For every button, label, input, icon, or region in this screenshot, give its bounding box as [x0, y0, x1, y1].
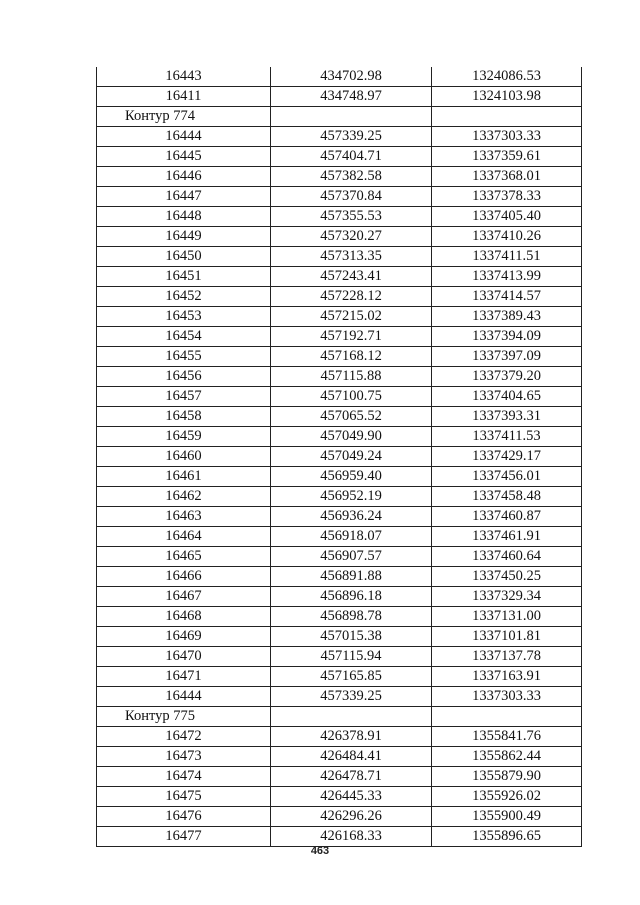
y-coordinate-cell: 1337368.01	[432, 167, 582, 187]
x-coordinate-cell: 426445.33	[271, 787, 432, 807]
point-id-cell: 16453	[97, 307, 271, 327]
table-row	[97, 587, 582, 607]
x-coordinate-cell: 426478.71	[271, 767, 432, 787]
x-coordinate-cell: 457192.71	[271, 327, 432, 347]
x-coordinate-cell: 457115.94	[271, 647, 432, 667]
y-coordinate-cell: 1337303.33	[432, 687, 582, 707]
y-coordinate-cell: 1337389.43	[432, 307, 582, 327]
contour-header-row	[97, 707, 582, 727]
x-coordinate-cell: 457339.25	[271, 127, 432, 147]
x-coordinate-cell: 457049.90	[271, 427, 432, 447]
x-coordinate-cell: 426296.26	[271, 807, 432, 827]
x-coordinate-cell: 457404.71	[271, 147, 432, 167]
y-coordinate-cell: 1337393.31	[432, 407, 582, 427]
point-id-cell: 16450	[97, 247, 271, 267]
table-row	[97, 427, 582, 447]
point-id-cell: 16470	[97, 647, 271, 667]
x-coordinate-cell: 457165.85	[271, 667, 432, 687]
table-row	[97, 307, 582, 327]
point-id-cell: 16445	[97, 147, 271, 167]
table-row	[97, 747, 582, 767]
y-coordinate-cell: 1337411.53	[432, 427, 582, 447]
point-id-cell: 16444	[97, 687, 271, 707]
empty-cell	[432, 107, 582, 127]
table-row	[97, 787, 582, 807]
y-coordinate-cell: 1337379.20	[432, 367, 582, 387]
point-id-cell: 16449	[97, 227, 271, 247]
x-coordinate-cell: 457339.25	[271, 687, 432, 707]
x-coordinate-cell: 457065.52	[271, 407, 432, 427]
table-row	[97, 327, 582, 347]
table-row	[97, 127, 582, 147]
y-coordinate-cell: 1337429.17	[432, 447, 582, 467]
x-coordinate-cell: 457015.38	[271, 627, 432, 647]
point-id-cell: 16451	[97, 267, 271, 287]
x-coordinate-cell: 456896.18	[271, 587, 432, 607]
y-coordinate-cell: 1355900.49	[432, 807, 582, 827]
table-row	[97, 227, 582, 247]
x-coordinate-cell: 457115.88	[271, 367, 432, 387]
point-id-cell: 16467	[97, 587, 271, 607]
point-id-cell: 16468	[97, 607, 271, 627]
y-coordinate-cell: 1337450.25	[432, 567, 582, 587]
table-row	[97, 567, 582, 587]
table-row	[97, 687, 582, 707]
y-coordinate-cell: 1337413.99	[432, 267, 582, 287]
point-id-cell: 16462	[97, 487, 271, 507]
x-coordinate-cell: 456898.78	[271, 607, 432, 627]
table-row	[97, 527, 582, 547]
point-id-cell: 16471	[97, 667, 271, 687]
x-coordinate-cell: 457168.12	[271, 347, 432, 367]
point-id-cell: 16472	[97, 727, 271, 747]
contour-label: Контур 774	[97, 107, 271, 127]
empty-cell	[271, 707, 432, 727]
y-coordinate-cell: 1355926.02	[432, 787, 582, 807]
empty-cell	[271, 107, 432, 127]
y-coordinate-cell: 1337397.09	[432, 347, 582, 367]
point-id-cell: 16447	[97, 187, 271, 207]
point-id-cell: 16476	[97, 807, 271, 827]
point-id-cell: 16452	[97, 287, 271, 307]
x-coordinate-cell: 434748.97	[271, 87, 432, 107]
point-id-cell: 16473	[97, 747, 271, 767]
point-id-cell: 16477	[97, 827, 271, 847]
point-id-cell: 16475	[97, 787, 271, 807]
table-row	[97, 167, 582, 187]
x-coordinate-cell: 456891.88	[271, 567, 432, 587]
x-coordinate-cell: 426378.91	[271, 727, 432, 747]
point-id-cell: 16463	[97, 507, 271, 527]
y-coordinate-cell: 1355879.90	[432, 767, 582, 787]
y-coordinate-cell: 1337131.00	[432, 607, 582, 627]
x-coordinate-cell: 457382.58	[271, 167, 432, 187]
table-row	[97, 287, 582, 307]
x-coordinate-cell: 457243.41	[271, 267, 432, 287]
table-row	[97, 667, 582, 687]
y-coordinate-cell: 1337458.48	[432, 487, 582, 507]
y-coordinate-cell: 1337359.61	[432, 147, 582, 167]
y-coordinate-cell: 1337404.65	[432, 387, 582, 407]
contour-header-row	[97, 107, 582, 127]
y-coordinate-cell: 1337378.33	[432, 187, 582, 207]
page-number: 463	[310, 845, 330, 857]
x-coordinate-cell: 457100.75	[271, 387, 432, 407]
table-row	[97, 407, 582, 427]
table-row	[97, 767, 582, 787]
y-coordinate-cell: 1324103.98	[432, 87, 582, 107]
y-coordinate-cell: 1355862.44	[432, 747, 582, 767]
y-coordinate-cell: 1337303.33	[432, 127, 582, 147]
point-id-cell: 16448	[97, 207, 271, 227]
y-coordinate-cell: 1337137.78	[432, 647, 582, 667]
y-coordinate-cell: 1337101.81	[432, 627, 582, 647]
x-coordinate-cell: 457370.84	[271, 187, 432, 207]
table-row	[97, 487, 582, 507]
point-id-cell: 16466	[97, 567, 271, 587]
table-row	[97, 247, 582, 267]
point-id-cell: 16444	[97, 127, 271, 147]
point-id-cell: 16465	[97, 547, 271, 567]
point-id-cell: 16446	[97, 167, 271, 187]
table-row	[97, 87, 582, 107]
coordinates-table	[96, 67, 582, 847]
x-coordinate-cell: 434702.98	[271, 67, 432, 87]
x-coordinate-cell: 456918.07	[271, 527, 432, 547]
point-id-cell: 16461	[97, 467, 271, 487]
x-coordinate-cell: 457355.53	[271, 207, 432, 227]
y-coordinate-cell: 1355841.76	[432, 727, 582, 747]
y-coordinate-cell: 1337460.87	[432, 507, 582, 527]
x-coordinate-cell: 426168.33	[271, 827, 432, 847]
point-id-cell: 16459	[97, 427, 271, 447]
x-coordinate-cell: 456907.57	[271, 547, 432, 567]
x-coordinate-cell: 456936.24	[271, 507, 432, 527]
point-id-cell: 16469	[97, 627, 271, 647]
y-coordinate-cell: 1337329.34	[432, 587, 582, 607]
table-row	[97, 807, 582, 827]
y-coordinate-cell: 1337410.26	[432, 227, 582, 247]
x-coordinate-cell: 456952.19	[271, 487, 432, 507]
y-coordinate-cell: 1337460.64	[432, 547, 582, 567]
point-id-cell: 16411	[97, 87, 271, 107]
table-row	[97, 267, 582, 287]
y-coordinate-cell: 1337456.01	[432, 467, 582, 487]
table-row	[97, 547, 582, 567]
point-id-cell: 16460	[97, 447, 271, 467]
point-id-cell: 16457	[97, 387, 271, 407]
y-coordinate-cell: 1337411.51	[432, 247, 582, 267]
table-row	[97, 387, 582, 407]
point-id-cell: 16458	[97, 407, 271, 427]
y-coordinate-cell: 1337394.09	[432, 327, 582, 347]
x-coordinate-cell: 426484.41	[271, 747, 432, 767]
table-row	[97, 607, 582, 627]
y-coordinate-cell: 1337405.40	[432, 207, 582, 227]
table-row	[97, 367, 582, 387]
y-coordinate-cell: 1355896.65	[432, 827, 582, 847]
x-coordinate-cell: 457313.35	[271, 247, 432, 267]
empty-cell	[432, 707, 582, 727]
table-row	[97, 447, 582, 467]
table-row	[97, 347, 582, 367]
x-coordinate-cell: 457049.24	[271, 447, 432, 467]
x-coordinate-cell: 457228.12	[271, 287, 432, 307]
table-row	[97, 187, 582, 207]
point-id-cell: 16454	[97, 327, 271, 347]
table-row	[97, 147, 582, 167]
y-coordinate-cell: 1324086.53	[432, 67, 582, 87]
table-row	[97, 647, 582, 667]
table-row	[97, 727, 582, 747]
point-id-cell: 16455	[97, 347, 271, 367]
x-coordinate-cell: 457215.02	[271, 307, 432, 327]
table-row	[97, 507, 582, 527]
point-id-cell: 16443	[97, 67, 271, 87]
y-coordinate-cell: 1337163.91	[432, 667, 582, 687]
x-coordinate-cell: 457320.27	[271, 227, 432, 247]
y-coordinate-cell: 1337461.91	[432, 527, 582, 547]
table-row	[97, 627, 582, 647]
point-id-cell: 16474	[97, 767, 271, 787]
table-row	[97, 467, 582, 487]
point-id-cell: 16464	[97, 527, 271, 547]
contour-label: Контур 775	[97, 707, 271, 727]
table-row	[97, 67, 582, 87]
table-row	[97, 827, 582, 847]
point-id-cell: 16456	[97, 367, 271, 387]
coordinates-table-body	[97, 67, 582, 847]
y-coordinate-cell: 1337414.57	[432, 287, 582, 307]
x-coordinate-cell: 456959.40	[271, 467, 432, 487]
table-row	[97, 207, 582, 227]
